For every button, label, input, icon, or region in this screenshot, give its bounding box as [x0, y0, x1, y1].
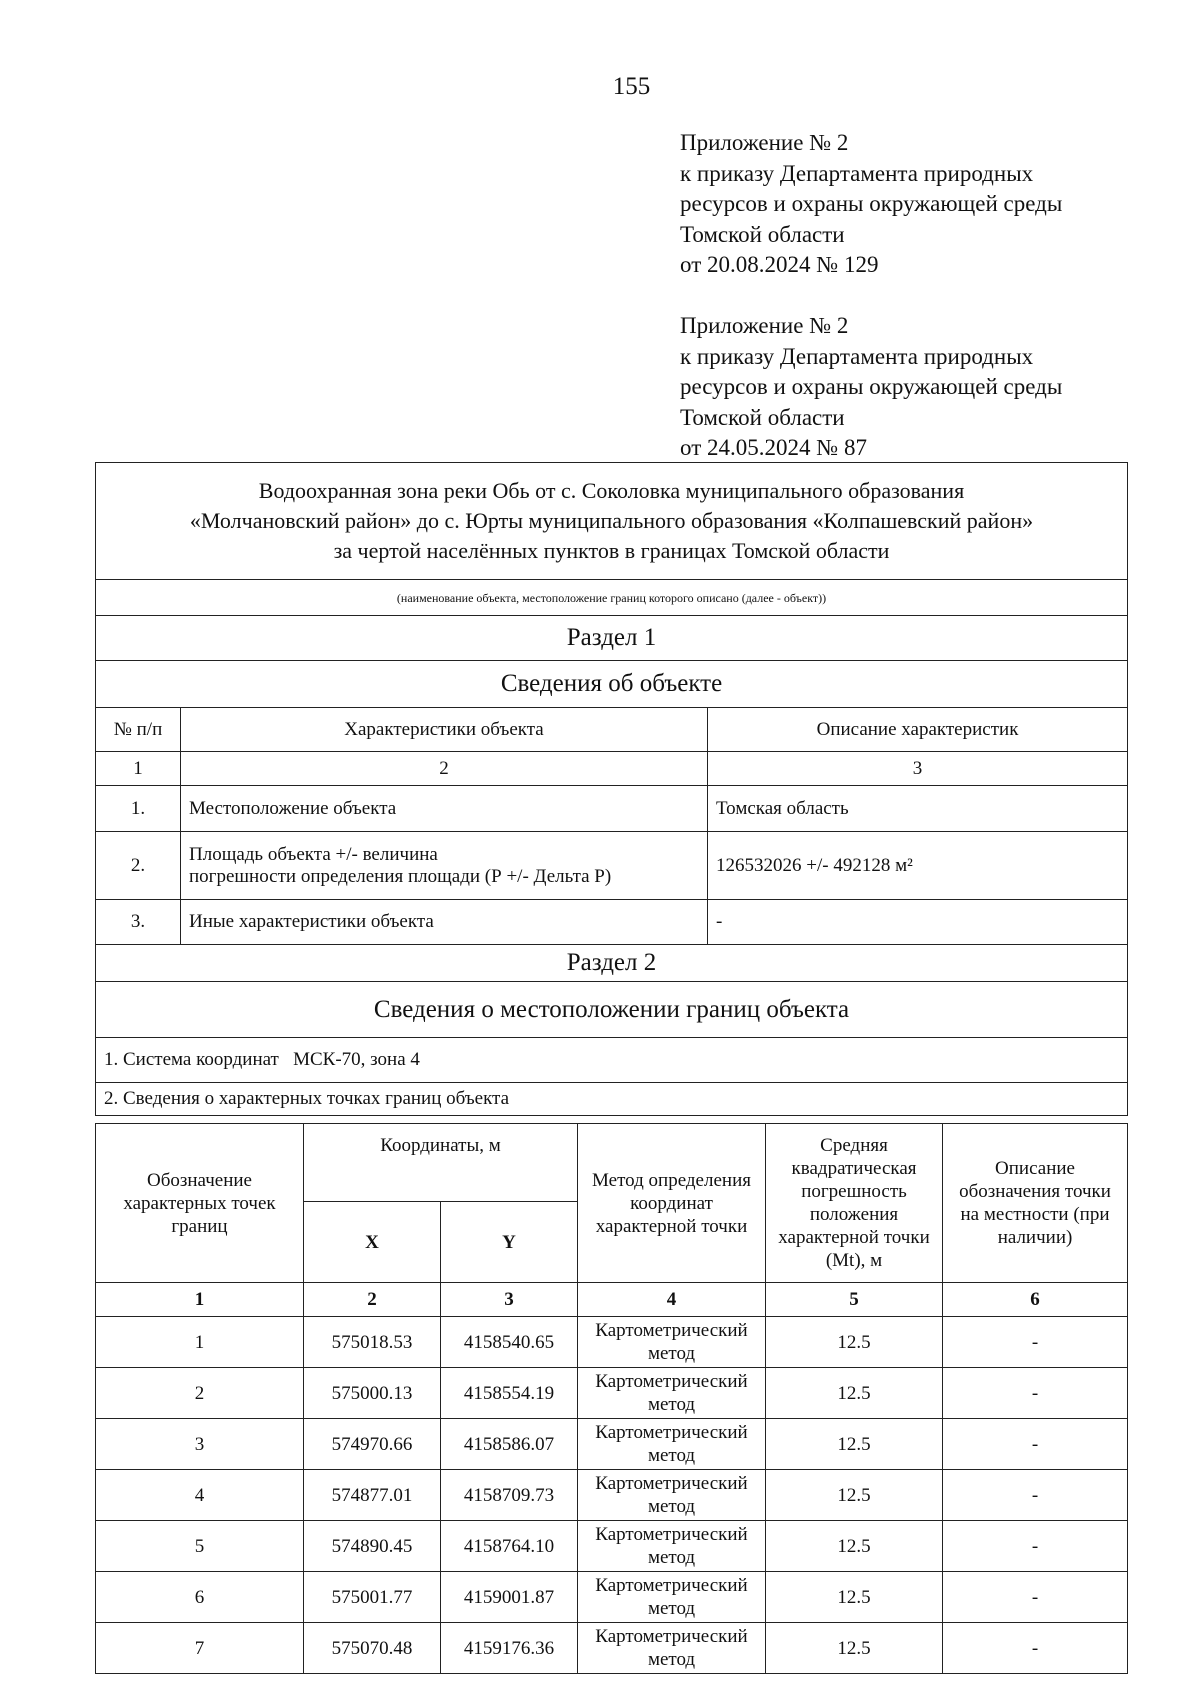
point-error: 12.5 — [766, 1572, 943, 1623]
header-line: характерной точки — [595, 1215, 748, 1237]
point-id: 3 — [96, 1419, 304, 1470]
method-line: метод — [647, 1598, 696, 1619]
point-y: 4159176.36 — [441, 1623, 578, 1674]
point-description: - — [943, 1470, 1128, 1521]
coordinate-system: 1. Система координат МСК-70, зона 4 — [96, 1038, 1128, 1083]
point-method — [578, 1470, 766, 1521]
point-y: 4159001.87 — [441, 1572, 578, 1623]
row-characteristic — [181, 832, 708, 900]
appendix-reference-2 — [680, 311, 1062, 464]
point-description: - — [943, 1623, 1128, 1674]
point-x: 574970.66 — [304, 1419, 441, 1470]
column-header-number: № п/п — [96, 708, 181, 752]
point-error: 12.5 — [766, 1623, 943, 1674]
object-name-line: «Молчановский район» до с. Юрты муниципального образования «Колпашевский район» — [189, 508, 1034, 533]
object-name-line: за чертой населённых пунктов в границах Томской области — [333, 538, 890, 563]
row-characteristic-line: погрешности определения площади (Р +/- Дельта Р) — [189, 865, 612, 887]
column-number: 2 — [181, 752, 708, 786]
header-line: погрешность — [801, 1181, 907, 1202]
method-line: метод — [647, 1343, 696, 1364]
method-line: метод — [647, 1445, 696, 1466]
header-line: Описание — [995, 1158, 1075, 1179]
method-line: Картометрический — [595, 1524, 748, 1545]
point-y: 4158764.10 — [441, 1521, 578, 1572]
table-row — [96, 786, 1128, 832]
method-line: Картометрический — [595, 1422, 748, 1443]
appendix-line: к приказу Департамента природных — [680, 343, 1034, 369]
point-method — [578, 1521, 766, 1572]
appendix-line: ресурсов и охраны окружающей среды — [680, 374, 1063, 399]
point-y: 4158554.19 — [441, 1368, 578, 1419]
point-method — [578, 1419, 766, 1470]
column-header-description: Описание характеристик — [708, 708, 1128, 752]
column-number: 2 — [304, 1283, 441, 1317]
point-y: 4158709.73 — [441, 1470, 578, 1521]
points-heading: 2. Сведения о характерных точках границ объекта — [96, 1083, 1128, 1116]
column-number: 4 — [578, 1283, 766, 1317]
point-method — [578, 1572, 766, 1623]
header-y: Y — [441, 1202, 578, 1283]
point-description: - — [943, 1521, 1128, 1572]
row-description: 126532026 +/- 492128 м² — [708, 832, 1128, 900]
point-error: 12.5 — [766, 1470, 943, 1521]
page-number: 155 — [612, 73, 651, 100]
header-line: (Mt), м — [825, 1250, 883, 1271]
column-number: 5 — [766, 1283, 943, 1317]
section-2-title: Раздел 2 — [96, 945, 1128, 982]
method-line: метод — [647, 1547, 696, 1568]
row-characteristic: Местоположение объекта — [181, 786, 708, 832]
header-line: Средняя — [820, 1135, 888, 1156]
method-line: Картометрический — [595, 1473, 748, 1494]
column-number: 3 — [441, 1283, 578, 1317]
header-line: положения — [809, 1204, 899, 1225]
table-row — [96, 1572, 1128, 1623]
point-y: 4158540.65 — [441, 1317, 578, 1368]
appendix-line: Приложение № 2 — [680, 130, 849, 155]
point-description: - — [943, 1419, 1128, 1470]
row-description: Томская область — [708, 786, 1128, 832]
header-line: координат — [630, 1192, 713, 1214]
point-id: 4 — [96, 1470, 304, 1521]
method-line: Картометрический — [595, 1626, 748, 1647]
appendix-line: к приказу Департамента природных — [680, 160, 1034, 186]
point-y: 4158586.07 — [441, 1419, 578, 1470]
table-row — [96, 1623, 1128, 1674]
point-method — [578, 1317, 766, 1368]
appendix-line: Томской области — [680, 221, 845, 247]
header-line: квадратическая — [791, 1158, 917, 1179]
point-error: 12.5 — [766, 1317, 943, 1368]
table-row — [96, 1521, 1128, 1572]
header-coordinates: Координаты, м — [304, 1124, 578, 1202]
method-line: Картометрический — [595, 1320, 748, 1341]
point-method — [578, 1623, 766, 1674]
header-line: Метод определения — [592, 1169, 751, 1191]
object-name — [96, 463, 1128, 580]
header-line: на местности (при — [960, 1204, 1110, 1225]
method-line: Картометрический — [595, 1575, 748, 1596]
point-id: 5 — [96, 1521, 304, 1572]
appendix-line: от 20.08.2024 № 129 — [680, 252, 879, 277]
point-description: - — [943, 1317, 1128, 1368]
boundary-points-table — [95, 1123, 1128, 1674]
method-line: метод — [647, 1496, 696, 1517]
point-x: 574890.45 — [304, 1521, 441, 1572]
point-error: 12.5 — [766, 1521, 943, 1572]
section-1-subtitle: Сведения об объекте — [96, 661, 1128, 708]
row-number: 1. — [96, 786, 181, 832]
object-name-note: (наименование объекта, местоположение границ которого описано (далее - объект)) — [96, 580, 1128, 616]
row-number: 2. — [96, 832, 181, 900]
point-x: 575070.48 — [304, 1623, 441, 1674]
point-id: 7 — [96, 1623, 304, 1674]
header-line: границ — [171, 1215, 228, 1237]
point-x: 575001.77 — [304, 1572, 441, 1623]
appendix-line: Томской области — [680, 404, 845, 430]
table-row — [96, 832, 1128, 900]
point-x: 575018.53 — [304, 1317, 441, 1368]
point-description: - — [943, 1572, 1128, 1623]
header-method — [578, 1124, 766, 1283]
appendix-line: ресурсов и охраны окружающей среды — [680, 191, 1063, 216]
table-row — [96, 1317, 1128, 1368]
point-id: 2 — [96, 1368, 304, 1419]
header-point-description — [943, 1124, 1128, 1283]
object-name-line: Водоохранная зона реки Обь от с. Соколовка муниципального образования — [258, 478, 965, 503]
point-description: - — [943, 1368, 1128, 1419]
appendix-reference-1 — [680, 128, 1062, 281]
appendix-line: от 24.05.2024 № 87 — [680, 435, 867, 460]
method-line: метод — [647, 1394, 696, 1415]
section-2-subtitle: Сведения о местоположении границ объекта — [96, 982, 1128, 1038]
point-x: 575000.13 — [304, 1368, 441, 1419]
table-row — [96, 900, 1128, 945]
point-id: 6 — [96, 1572, 304, 1623]
row-number: 3. — [96, 900, 181, 945]
column-number: 3 — [708, 752, 1128, 786]
header-line: Обозначение — [147, 1169, 252, 1191]
method-line: Картометрический — [595, 1371, 748, 1392]
point-error: 12.5 — [766, 1368, 943, 1419]
point-method — [578, 1368, 766, 1419]
column-number: 1 — [96, 752, 181, 786]
header-line: наличии) — [997, 1227, 1073, 1248]
header-designation — [96, 1124, 304, 1283]
appendix-line: Приложение № 2 — [680, 313, 849, 338]
table-row — [96, 1419, 1128, 1470]
header-x: X — [304, 1202, 441, 1283]
column-number: 6 — [943, 1283, 1128, 1317]
header-line: характерной точки — [778, 1227, 930, 1248]
table-row — [96, 1368, 1128, 1419]
object-info-table — [95, 462, 1128, 1116]
point-x: 574877.01 — [304, 1470, 441, 1521]
header-line: характерных точек — [123, 1192, 276, 1214]
point-error: 12.5 — [766, 1419, 943, 1470]
row-characteristic: Иные характеристики объекта — [181, 900, 708, 945]
table-row — [96, 1470, 1128, 1521]
row-characteristic-line: Площадь объекта +/- величина — [189, 843, 438, 865]
header-error — [766, 1124, 943, 1283]
column-header-characteristic: Характеристики объекта — [181, 708, 708, 752]
header-line: обозначения точки — [959, 1181, 1111, 1202]
column-number: 1 — [96, 1283, 304, 1317]
method-line: метод — [647, 1649, 696, 1670]
point-id: 1 — [96, 1317, 304, 1368]
section-1-title: Раздел 1 — [96, 616, 1128, 661]
row-description: - — [708, 900, 1128, 945]
